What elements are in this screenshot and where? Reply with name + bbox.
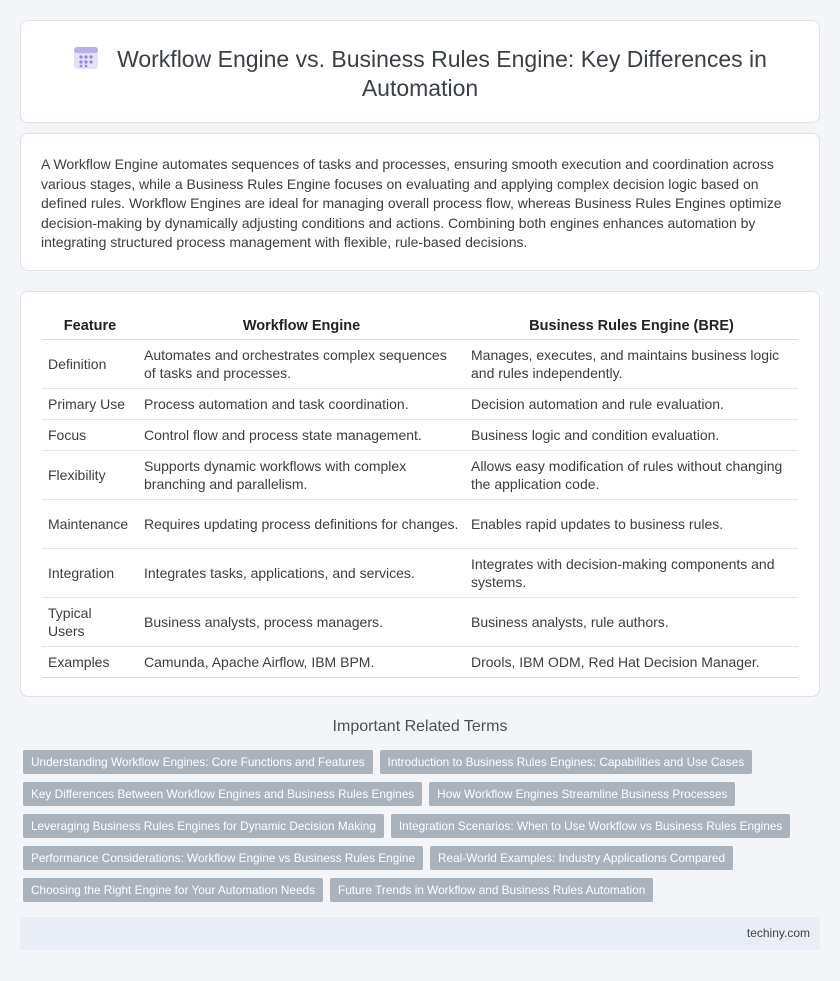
calendar-grid-icon xyxy=(73,44,99,70)
page-title: Workflow Engine vs. Business Rules Engine: Key Differences in Automation xyxy=(117,46,767,101)
comparison-table xyxy=(42,313,798,678)
related-term-link[interactable]: Introduction to Business Rules Engines: Capabilities and Use Cases xyxy=(380,750,753,774)
feature-cell: Maintenance xyxy=(42,499,138,548)
bre-cell: Manages, executes, and maintains business logic and rules independently. xyxy=(465,339,798,388)
feature-cell: Flexibility xyxy=(42,450,138,499)
related-term-link[interactable]: Performance Considerations: Workflow Engine vs Business Rules Engine xyxy=(23,846,423,870)
workflow-cell: Business analysts, process managers. xyxy=(138,597,465,646)
related-term-link[interactable]: Leveraging Business Rules Engines for Dynamic Decision Making xyxy=(23,814,384,838)
comparison-table-card xyxy=(20,291,820,697)
workflow-cell: Camunda, Apache Airflow, IBM BPM. xyxy=(138,646,465,677)
related-term-link[interactable]: Choosing the Right Engine for Your Automation Needs xyxy=(23,878,323,902)
workflow-cell: Control flow and process state management. xyxy=(138,419,465,450)
workflow-cell: Integrates tasks, applications, and services. xyxy=(138,548,465,597)
table-row xyxy=(42,388,798,419)
footer xyxy=(20,917,820,950)
related-term-link[interactable]: Understanding Workflow Engines: Core Functions and Features xyxy=(23,750,373,774)
table-row xyxy=(42,339,798,388)
table-row xyxy=(42,597,798,646)
bre-cell: Allows easy modification of rules without changing the application code. xyxy=(465,450,798,499)
bre-cell: Business logic and condition evaluation. xyxy=(465,419,798,450)
bre-cell: Integrates with decision-making components and systems. xyxy=(465,548,798,597)
table-header-row xyxy=(42,313,798,339)
table-row xyxy=(42,419,798,450)
table-row xyxy=(42,450,798,499)
intro-paragraph: A Workflow Engine automates sequences of tasks and processes, ensuring smooth execution and coordination across various stages, while a Business Rules Engine focuses on evaluating and applying complex decision logic based on defined rules. Workflow Engines are ideal for managing overall process flow, whereas Business Rules Engines optimize decision-making by dynamically adjusting conditions and actions. Combining both engines enhances automation by integrating structured process management with flexible, rule-based decisions. xyxy=(41,156,782,250)
feature-cell: Primary Use xyxy=(42,388,138,419)
related-term-link[interactable]: Integration Scenarios: When to Use Workflow vs Business Rules Engines xyxy=(391,814,790,838)
header-feature: Feature xyxy=(42,313,138,339)
related-term-link[interactable]: How Workflow Engines Streamline Business Processes xyxy=(429,782,735,806)
workflow-cell: Automates and orchestrates complex sequences of tasks and processes. xyxy=(138,339,465,388)
feature-cell: Focus xyxy=(42,419,138,450)
footer-site-link[interactable]: techiny.com xyxy=(746,926,810,940)
feature-cell: Typical Users xyxy=(42,597,138,646)
table-row xyxy=(42,499,798,548)
related-terms-list xyxy=(20,750,820,910)
related-terms-heading: Important Related Terms xyxy=(332,718,508,735)
workflow-cell: Requires updating process definitions for changes. xyxy=(138,499,465,548)
bre-cell: Drools, IBM ODM, Red Hat Decision Manager. xyxy=(465,646,798,677)
bre-cell: Decision automation and rule evaluation. xyxy=(465,388,798,419)
table-row xyxy=(42,548,798,597)
related-term-link[interactable]: Future Trends in Workflow and Business Rules Automation xyxy=(330,878,653,902)
related-term-link[interactable]: Real-World Examples: Industry Applications Compared xyxy=(430,846,733,870)
header-workflow-engine: Workflow Engine xyxy=(138,313,465,339)
bre-cell: Enables rapid updates to business rules. xyxy=(465,499,798,548)
feature-cell: Definition xyxy=(42,339,138,388)
feature-cell: Integration xyxy=(42,548,138,597)
intro-card xyxy=(20,133,820,271)
related-term-link[interactable]: Key Differences Between Workflow Engines and Business Rules Engines xyxy=(23,782,422,806)
workflow-cell: Supports dynamic workflows with complex branching and parallelism. xyxy=(138,450,465,499)
bre-cell: Business analysts, rule authors. xyxy=(465,597,798,646)
header-card xyxy=(20,20,820,123)
table-row xyxy=(42,646,798,677)
feature-cell: Examples xyxy=(42,646,138,677)
workflow-cell: Process automation and task coordination. xyxy=(138,388,465,419)
header-business-rules-engine: Business Rules Engine (BRE) xyxy=(465,313,798,339)
